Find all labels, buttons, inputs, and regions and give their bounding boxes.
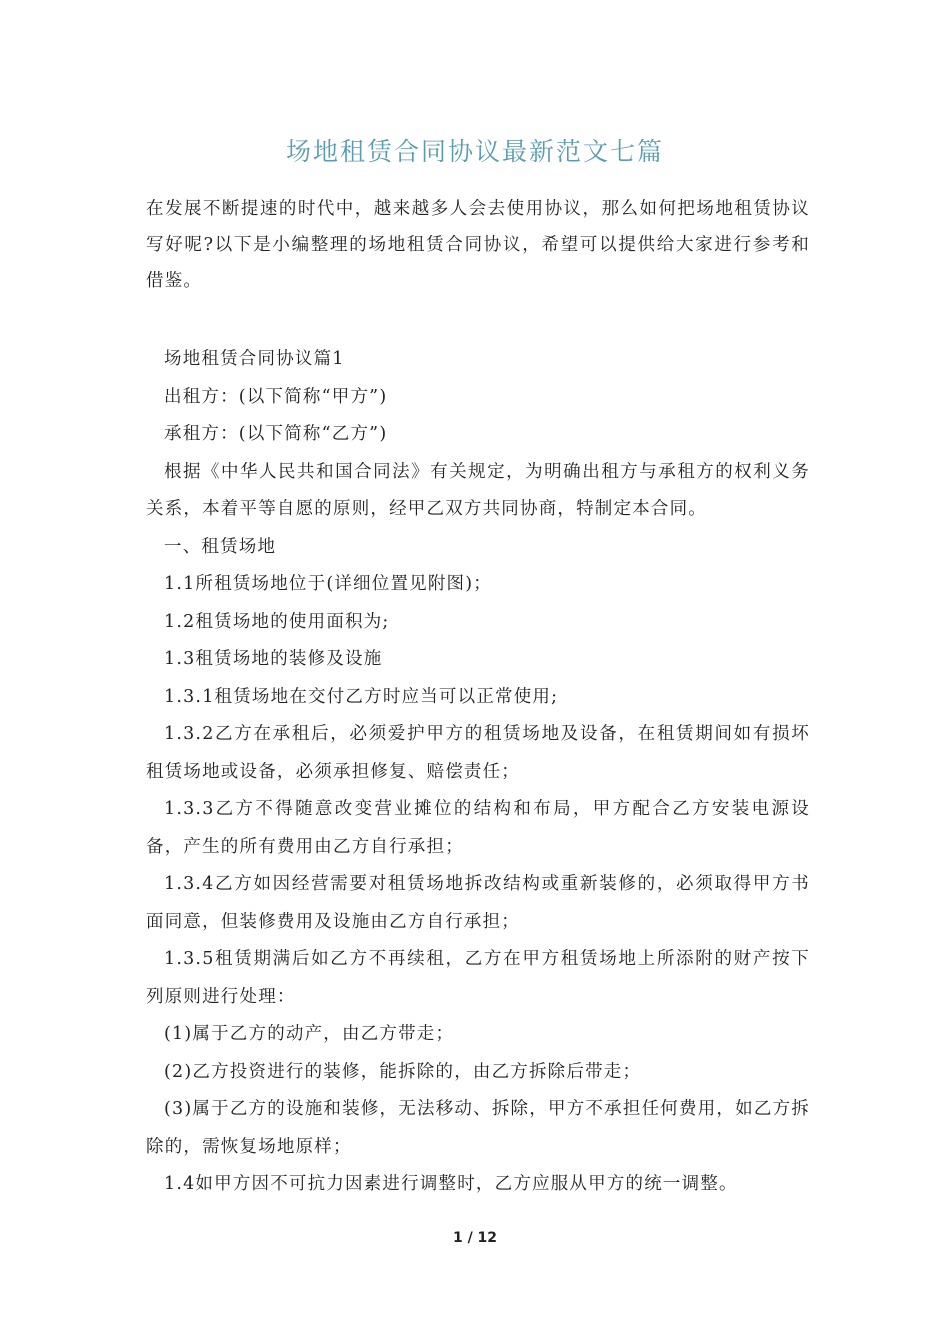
lessor-line: 出租方：(以下简称“甲方”): [164, 386, 388, 407]
clause-item: 1.1所租赁场地位于(详细位置见附图)；: [164, 574, 492, 594]
preamble-paragraph: 根据《中华人民共和国合同法》有关规定，为明确出租方与承租方的权利义务关系，本着平等自愿的原则，经甲乙双方共同协商，特制定本合同。: [146, 461, 810, 519]
clause-item: 1.3.4乙方如因经营需要对租赁场地拆改结构或重新装修的，必须取得甲方书面同意，但装修费用及设施由乙方自行承担；: [146, 874, 810, 932]
clause-subitem: (3)属于乙方的设施和装修，无法移动、拆除，甲方不承担任何费用，如乙方拆除的，需恢复场地原样；: [146, 1099, 810, 1157]
clause-subitem: (1)属于乙方的动产，由乙方带走；: [164, 1024, 455, 1044]
page-number: 1 / 12: [452, 1230, 498, 1246]
document-title: 场地租赁合同协议最新范文七篇: [285, 137, 664, 166]
clause-item: 1.4如甲方因不可抗力因素进行调整时，乙方应服从甲方的统一调整。: [164, 1174, 738, 1194]
lessee-line: 承租方：(以下简称“乙方”): [164, 424, 388, 444]
clause-item: 1.3租赁场地的装修及设施: [164, 649, 383, 669]
document-body: [146, 341, 810, 1204]
clause-item: 1.3.3乙方不得随意改变营业摊位的结构和布局，甲方配合乙方安装电源设备，产生的所有费用由乙方自行承担；: [146, 799, 810, 857]
clause-item: 1.3.2乙方在承租后，必须爱护甲方的租赁场地及设备，在租赁期间如有损坏租赁场地或设备，必须承担修复、赔偿责任；: [146, 724, 810, 782]
clause-item: 1.2租赁场地的使用面积为;: [164, 611, 390, 632]
clause-heading: 一、租赁场地: [164, 536, 277, 557]
intro-paragraph: 在发展不断提速的时代中，越来越多人会去使用协议，那么如何把场地租赁协议写好呢?以下是小编整理的场地租赁合同协议，希望可以提供给大家进行参考和借鉴。: [146, 199, 810, 291]
clause-item: 1.3.1租赁场地在交付乙方时应当可以正常使用;: [164, 686, 559, 707]
section-heading: 场地租赁合同协议篇1: [164, 349, 345, 369]
clause-item: 1.3.5租赁期满后如乙方不再续租，乙方在甲方租赁场地上所添附的财产按下列原则进行处理：: [146, 949, 810, 1007]
clause-subitem: (2)乙方投资进行的装修，能拆除的，由乙方拆除后带走；: [164, 1061, 642, 1082]
